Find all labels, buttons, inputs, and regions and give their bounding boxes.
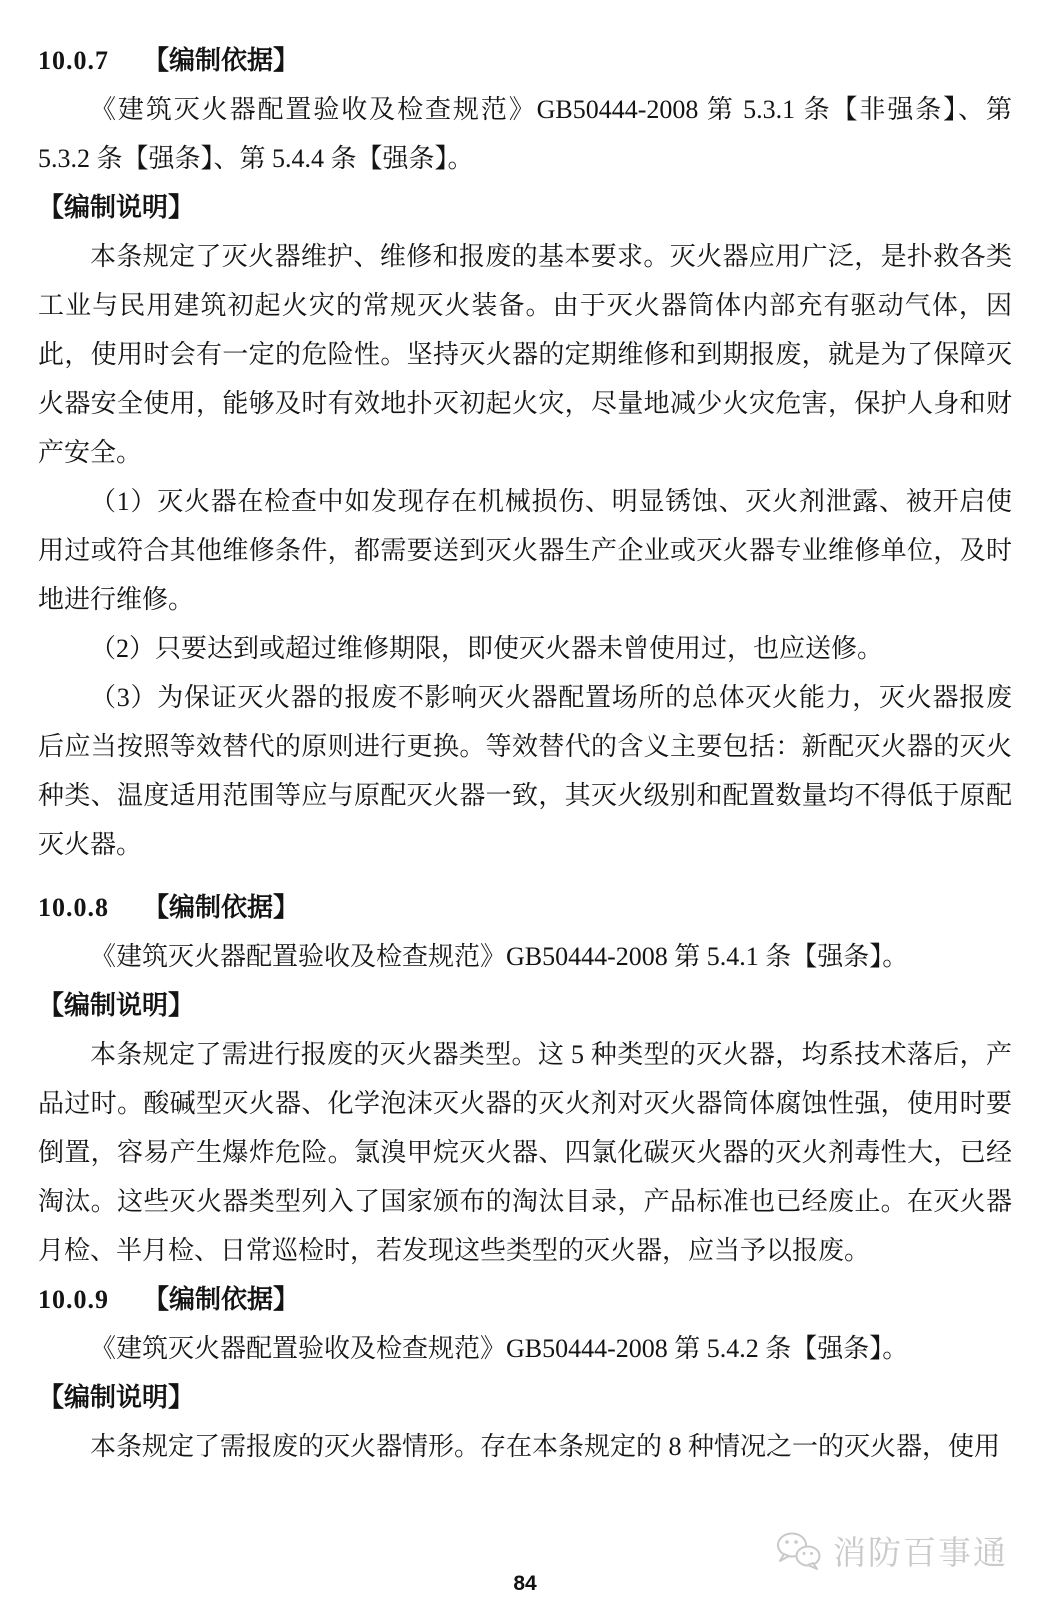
page-number: 84	[513, 1572, 537, 1595]
watermark-text: 消防百事通	[833, 1534, 1008, 1571]
section-heading	[38, 883, 1012, 932]
section-heading	[38, 1275, 1012, 1324]
section-heading	[38, 36, 1012, 85]
basis-text: 《建筑灭火器配置验收及检查规范》GB50444-2008 第 5.4.2 条【强条】。	[90, 1334, 909, 1363]
explanation-label: 【编制说明】	[38, 991, 195, 1020]
basis-text: 《建筑灭火器配置验收及检查规范》GB50444-2008 第 5.4.1 条【强条】。	[90, 942, 909, 971]
section-10-0-9	[38, 1275, 1012, 1471]
explanation-label: 【编制说明】	[38, 193, 195, 222]
paragraph: （2）只要达到或超过维修期限，即使灭火器未曾使用过，也应送修。	[90, 634, 884, 663]
section-10-0-7	[38, 36, 1012, 869]
paragraph: 本条规定了需报废的灭火器情形。存在本条规定的 8 种情况之一的灭火器，使用	[90, 1432, 1001, 1461]
basis-label: 【编制依据】	[143, 893, 300, 922]
watermark	[775, 1527, 1008, 1574]
basis-label: 【编制依据】	[143, 1285, 300, 1314]
basis-text: 《建筑灭火器配置验收及检查规范》GB50444-2008 第 5.3.1 条【非强条】、第 5.3.2 条【强条】、第 5.4.4 条【强条】。	[38, 95, 1012, 173]
basis-label: 【编制依据】	[143, 46, 300, 75]
paragraph: 本条规定了需进行报废的灭火器类型。这 5 种类型的灭火器，均系技术落后，产品过时。酸碱型灭火器、化学泡沫灭火器的灭火剂对灭火器筒体腐蚀性强，使用时要倒置，容易产生爆炸危险。氯溴甲烷灭火器、四氯化碳灭火器的灭火剂毒性大，已经淘汰。这些灭火器类型列入了国家颁布的淘汰目录，产品标准也已经废止。在灭火器月检、半月检、日常巡检时，若发现这些类型的灭火器，应当予以报废。	[38, 1040, 1012, 1265]
section-10-0-8	[38, 883, 1012, 1275]
paragraph: （1）灭火器在检查中如发现存在机械损伤、明显锈蚀、灭火剂泄露、被开启使用过或符合其他维修条件，都需要送到灭火器生产企业或灭火器专业维修单位，及时地进行维修。	[38, 487, 1012, 614]
paragraph: 本条规定了灭火器维护、维修和报废的基本要求。灭火器应用广泛，是扑救各类工业与民用建筑初起火灾的常规灭火装备。由于灭火器筒体内部充有驱动气体，因此，使用时会有一定的危险性。坚持灭火器的定期维修和到期报废，就是为了保障灭火器安全使用，能够及时有效地扑灭初起火灾，尽量地减少火灾危害，保护人身和财产安全。	[38, 242, 1012, 467]
section-number: 10.0.7	[38, 46, 109, 75]
explanation-label: 【编制说明】	[38, 1383, 195, 1412]
section-number: 10.0.8	[38, 893, 109, 922]
section-number: 10.0.9	[38, 1285, 109, 1314]
paragraph: （3）为保证灭火器的报废不影响灭火器配置场所的总体灭火能力，灭火器报废后应当按照等效替代的原则进行更换。等效替代的含义主要包括：新配灭火器的灭火种类、温度适用范围等应与原配灭火器一致，其灭火级别和配置数量均不得低于原配灭火器。	[38, 683, 1012, 859]
wechat-icon	[775, 1531, 823, 1571]
